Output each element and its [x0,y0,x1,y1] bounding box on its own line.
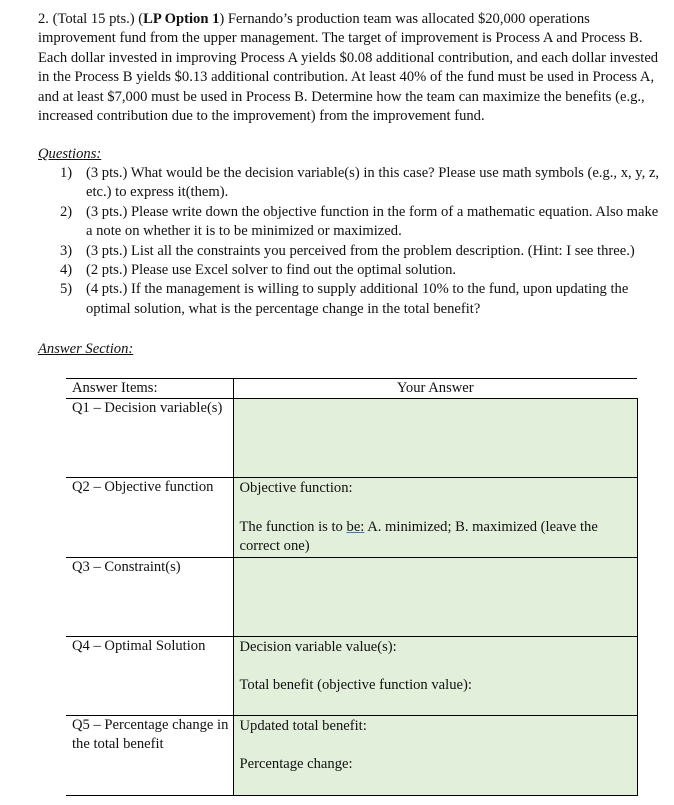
question-number: 4) [60,262,73,279]
table-row [66,557,637,636]
answer-section-heading: Answer Section: [38,341,134,357]
total-benefit-label: Total benefit (objective function value): [239,677,472,694]
question-text: (3 pts.) List all the constraints you perceived from the problem description. (Hint: I see three.) [86,242,635,259]
objective-function-label: Objective function: [239,480,353,497]
question-item [38,280,668,319]
answer-cell-q3[interactable] [233,557,637,636]
problem-lead: 2. (Total 15 pts.) ( [38,11,144,27]
answer-cell-q4[interactable] [233,636,637,715]
question-text: (3 pts.) What would be the decision variable(s) in this case? Please use math symbols (e.g., x, y, z, etc.) to express it(them). [86,165,660,201]
your-answer-header: Your Answer [233,379,637,399]
question-number: 5) [60,281,73,298]
answer-cell-q2[interactable] [233,478,637,557]
question-text: (2 pts.) Please use Excel solver to find out the optimal solution. [86,262,457,279]
question-item [38,203,668,242]
answer-cell-q1[interactable] [233,399,637,478]
answer-item-q4: Q4 – Optimal Solution [66,636,233,715]
be-underlined: be: [346,518,365,535]
answer-table [66,378,638,796]
min-max-text: The function is to [239,518,347,535]
table-row [66,636,637,715]
min-max-instruction [240,518,637,557]
question-text: (3 pts.) Please write down the objective function in the form of a mathematic equation. Also make a note on whether it is to be minimized or maximized. [86,203,659,240]
answer-item-q3: Q3 – Constraint(s) [66,557,233,636]
question-item [38,261,668,280]
decision-variable-values-label: Decision variable value(s): [239,638,397,655]
questions-list [38,164,668,319]
table-row [66,715,637,795]
answer-cell-q5[interactable] [233,715,637,795]
answer-item-q2: Q2 – Objective function [66,478,233,557]
problem-option-label: LP Option 1 [143,11,220,27]
question-item [38,164,668,203]
problem-body: ) Fernando’s production team was allocated $20,000 operations improvement fund from the upper management. The target of improvement is Process A and Process B. Each dollar invested in improving Process A yields $0.08 additional contribution, and each dollar invested in the Process B yields $0.13 additional contribution. At least 40% of the fund must be used in Process A, and at least $7,000 must be used in Process B. Determine how the team can maximize the benefits (e.g., increased contribution due to the improvement) from the improvement fund. [38,11,659,125]
answer-item-q5: Q5 – Percentage change in the total benefit [66,715,233,795]
answer-items-header: Answer Items: [66,379,233,399]
problem-statement [38,10,660,126]
updated-total-benefit-label: Updated total benefit: [239,717,367,734]
question-number: 2) [60,203,73,220]
percentage-change-label: Percentage change: [239,756,353,773]
table-row [66,399,637,478]
question-item [38,242,668,261]
question-number: 3) [60,242,73,259]
min-max-options: A. minimized; B. maximized (leave the correct one) [239,518,598,555]
question-text: (4 pts.) If the management is willing to supply additional 10% to the fund, upon updating the optimal solution, what is the percentage change in the total benefit? [86,281,629,317]
question-number: 1) [60,165,73,181]
table-row [66,478,637,557]
questions-heading: Questions: [38,146,102,162]
answer-table-header [66,379,637,399]
answer-item-q1: Q1 – Decision variable(s) [66,399,233,478]
